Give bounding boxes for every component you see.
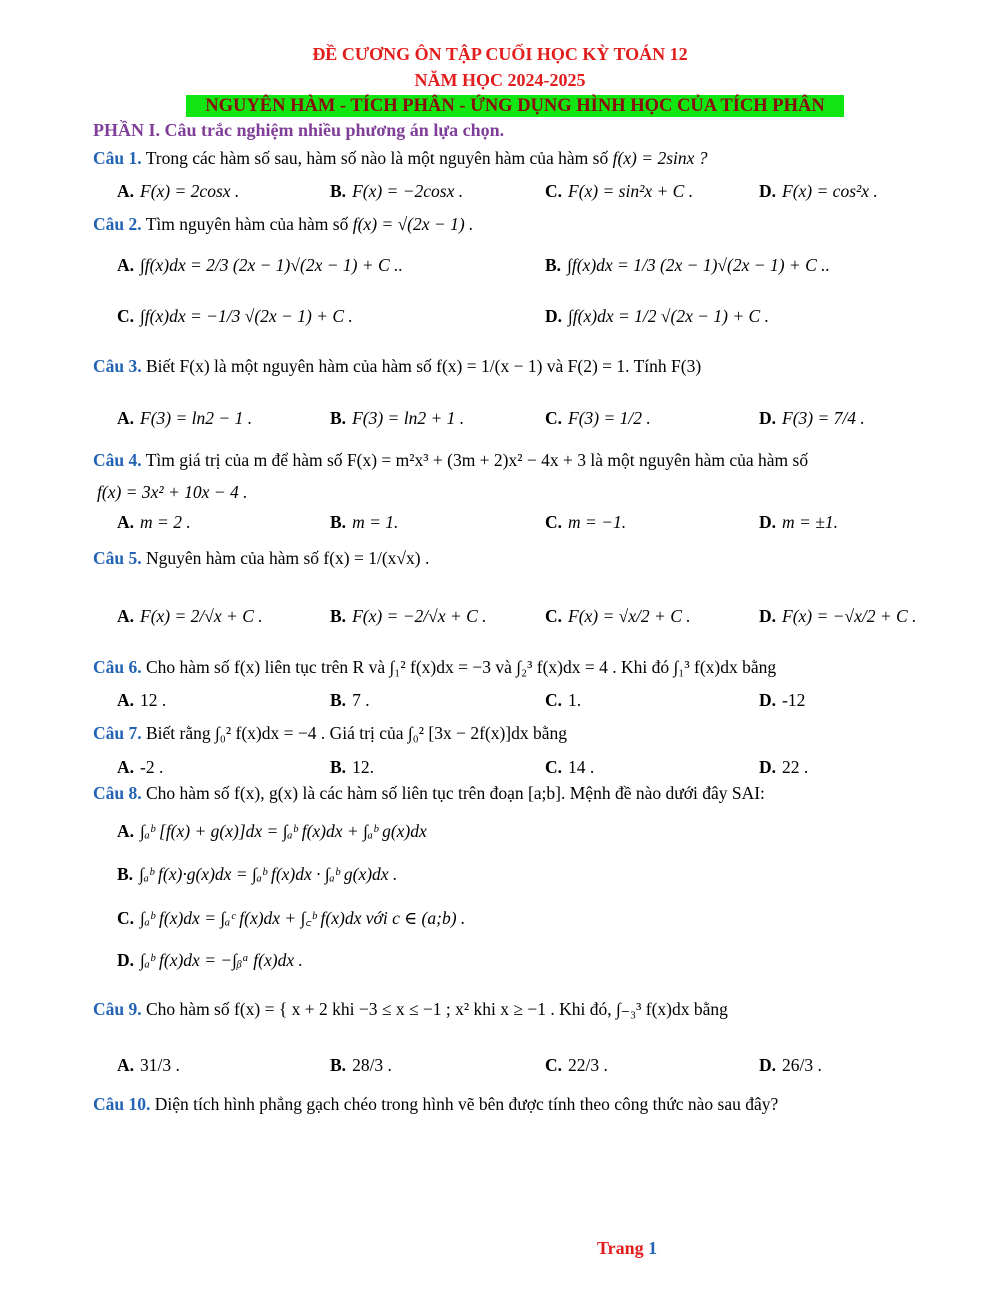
option-a[interactable]: A. ∫f(x)dx = 2/3 (2x − 1)√(2x − 1) + C .. bbox=[117, 255, 403, 275]
option-b[interactable]: B. 7 . bbox=[330, 690, 370, 710]
option-d[interactable]: D. F(3) = 7/4 . bbox=[759, 408, 865, 428]
question-text: Biết F(x) là một nguyên hàm của hàm số f(x) = 1/(x − 1) và F(2) = 1. Tính F(3) bbox=[146, 356, 702, 376]
part-heading: PHẦN I. Câu trắc nghiệm nhiều phương án lựa chọn. bbox=[93, 120, 505, 140]
question-number: Câu 7. bbox=[93, 723, 142, 743]
option-c[interactable]: C. 1. bbox=[545, 690, 582, 710]
option-a[interactable]: A. -2 . bbox=[117, 757, 164, 777]
option-d[interactable]: D. ∫ₐᵇ f(x)dx = −∫ᵦᵃ f(x)dx . bbox=[117, 950, 303, 970]
option-c[interactable]: C. ∫ₐᵇ f(x)dx = ∫ₐᶜ f(x)dx + ∫꜀ᵇ f(x)dx với c ∈ (a;b) . bbox=[117, 908, 466, 928]
option-c[interactable]: C. F(3) = 1/2 . bbox=[545, 408, 651, 428]
question-expr: f(x) = 2sinx ? bbox=[612, 148, 708, 168]
question-number: Câu 4. bbox=[93, 450, 142, 470]
question-number: Câu 5. bbox=[93, 548, 142, 568]
question-number: Câu 9. bbox=[93, 999, 142, 1019]
page-footer bbox=[597, 1238, 657, 1259]
doc-title: ĐỀ CƯƠNG ÔN TẬP CUỐI HỌC KỲ TOÁN 12 bbox=[312, 44, 688, 64]
option-c[interactable]: C. F(x) = √x/2 + C . bbox=[545, 606, 691, 626]
option-b[interactable]: B. m = 1. bbox=[330, 512, 399, 532]
option-c[interactable]: C. m = −1. bbox=[545, 512, 627, 532]
question-6 bbox=[93, 657, 776, 678]
question-number: Câu 2. bbox=[93, 214, 142, 234]
question-number: Câu 6. bbox=[93, 657, 142, 677]
option-d[interactable]: D. F(x) = −√x/2 + C . bbox=[759, 606, 917, 626]
option-b[interactable]: B. 12. bbox=[330, 757, 374, 777]
option-b[interactable]: B. F(3) = ln2 + 1 . bbox=[330, 408, 465, 428]
question-text: Tìm nguyên hàm của hàm số bbox=[145, 214, 349, 234]
option-b[interactable]: B. ∫ₐᵇ f(x)·g(x)dx = ∫ₐᵇ f(x)dx · ∫ₐᵇ g(x)dx . bbox=[117, 864, 398, 884]
option-a[interactable]: A. ∫ₐᵇ [f(x) + g(x)]dx = ∫ₐᵇ f(x)dx + ∫ₐᵇ g(x)dx bbox=[117, 821, 427, 841]
question-text: Cho hàm số f(x), g(x) là các hàm số liên tục trên đoạn [a;b]. Mệnh đề nào dưới đây SAI: bbox=[146, 783, 765, 803]
topic-banner: NGUYÊN HÀM - TÍCH PHÂN - ỨNG DỤNG HÌNH HỌC CỦA TÍCH PHÂN bbox=[186, 95, 844, 117]
question-number: Câu 3. bbox=[93, 356, 142, 376]
school-year: NĂM HỌC 2024-2025 bbox=[414, 70, 586, 90]
option-a[interactable]: A. 12 . bbox=[117, 690, 167, 710]
option-a[interactable]: A. F(x) = 2cosx . bbox=[117, 181, 240, 201]
option-d[interactable]: D. F(x) = cos²x . bbox=[759, 181, 878, 201]
page-number: 1 bbox=[648, 1238, 658, 1258]
option-a[interactable]: A. F(3) = ln2 − 1 . bbox=[117, 408, 253, 428]
option-c[interactable]: C. ∫f(x)dx = −1/3 √(2x − 1) + C . bbox=[117, 306, 353, 326]
option-b[interactable]: B. F(x) = −2cosx . bbox=[330, 181, 464, 201]
option-d[interactable]: D. ∫f(x)dx = 1/2 √(2x − 1) + C . bbox=[545, 306, 769, 326]
question-8 bbox=[93, 783, 765, 804]
question-7 bbox=[93, 723, 567, 744]
option-d[interactable]: D. 22 . bbox=[759, 757, 809, 777]
question-text: Trong các hàm số sau, hàm số nào là một nguyên hàm của hàm số bbox=[145, 148, 609, 168]
option-d[interactable]: D. -12 bbox=[759, 690, 806, 710]
option-a[interactable]: A. 31/3 . bbox=[117, 1055, 180, 1075]
question-1 bbox=[93, 148, 708, 169]
question-2 bbox=[93, 214, 473, 235]
option-c[interactable]: C. 14 . bbox=[545, 757, 595, 777]
question-text: Biết rằng ∫₀² f(x)dx = −4 . Giá trị của ∫₀² [3x − 2f(x)]dx bằng bbox=[146, 723, 568, 743]
question-number: Câu 1. bbox=[93, 148, 142, 168]
question-number: Câu 8. bbox=[93, 783, 142, 803]
option-b[interactable]: B. ∫f(x)dx = 1/3 (2x − 1)√(2x − 1) + C .. bbox=[545, 255, 830, 275]
question-5 bbox=[93, 548, 429, 569]
option-d[interactable]: D. m = ±1. bbox=[759, 512, 838, 532]
question-3 bbox=[93, 356, 701, 377]
option-a[interactable]: A. F(x) = 2/√x + C . bbox=[117, 606, 263, 626]
option-d[interactable]: D. 26/3 . bbox=[759, 1055, 822, 1075]
question-expr: f(x) = √(2x − 1) . bbox=[352, 214, 474, 234]
question-text: Nguyên hàm của hàm số f(x) = 1/(x√x) . bbox=[146, 548, 430, 568]
option-b[interactable]: B. F(x) = −2/√x + C . bbox=[330, 606, 487, 626]
option-b[interactable]: B. 28/3 . bbox=[330, 1055, 392, 1075]
option-a[interactable]: A. m = 2 . bbox=[117, 512, 191, 532]
question-text: Cho hàm số f(x) liên tục trên R và ∫₁² f(x)dx = −3 và ∫₂³ f(x)dx = 4 . Khi đó ∫₁³ f(x)dx bằng bbox=[146, 657, 777, 677]
option-c[interactable]: C. F(x) = sin²x + C . bbox=[545, 181, 694, 201]
question-10 bbox=[93, 1094, 778, 1115]
page-label: Trang bbox=[597, 1238, 644, 1258]
question-text: Diện tích hình phẳng gạch chéo trong hình vẽ bên được tính theo công thức nào sau đây? bbox=[154, 1094, 779, 1114]
question-text: Tìm giá trị của m để hàm số F(x) = m²x³ + (3m + 2)x² − 4x + 3 là một nguyên hàm của hàm số bbox=[145, 450, 809, 470]
option-c[interactable]: C. 22/3 . bbox=[545, 1055, 608, 1075]
question-4 bbox=[93, 450, 808, 471]
question-9 bbox=[93, 999, 728, 1020]
question-4-cont: f(x) = 3x² + 10x − 4 . bbox=[97, 482, 248, 502]
question-text: Cho hàm số f(x) = { x + 2 khi −3 ≤ x ≤ −1 ; x² khi x ≥ −1 . Khi đó, ∫₋₃³ f(x)dx bằng bbox=[146, 999, 728, 1019]
question-number: Câu 10. bbox=[93, 1094, 151, 1114]
